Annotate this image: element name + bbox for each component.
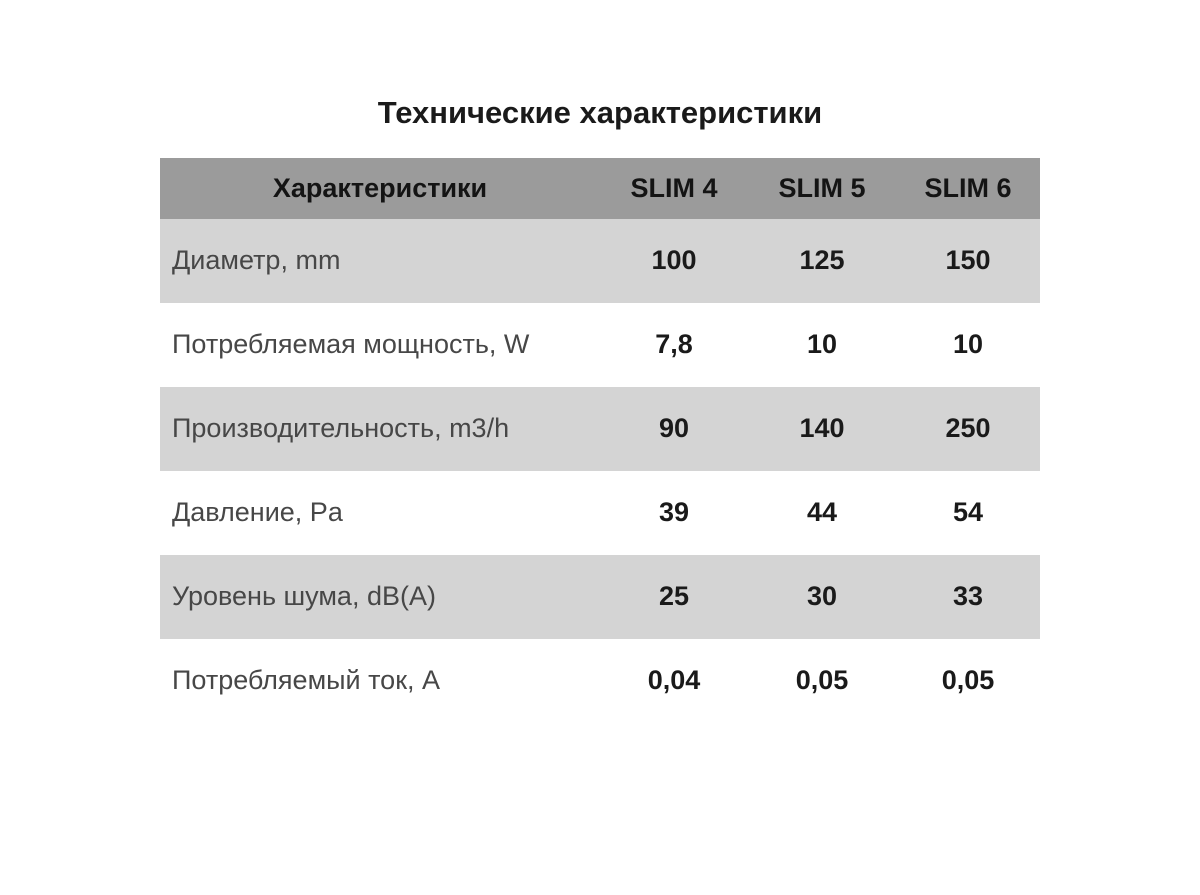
row-value-slim6: 150: [945, 245, 991, 276]
row-value-slim5: 30: [806, 581, 838, 612]
row-label: Диаметр, mm: [172, 245, 341, 276]
row-value-slim6: 0,05: [941, 665, 995, 696]
row-label: Производительность, m3/h: [172, 413, 510, 444]
row-value-slim5: 125: [799, 245, 845, 276]
column-header-slim6: SLIM 6: [924, 172, 1012, 203]
row-value-slim4: 100: [651, 245, 697, 276]
row-label: Давление, Pa: [172, 497, 343, 528]
table-header-row: [160, 158, 1040, 219]
row-value-slim6: 250: [945, 413, 991, 444]
row-value-slim4: 25: [658, 581, 690, 612]
row-value-slim4: 7,8: [655, 329, 693, 360]
table-row-capacity: [160, 387, 1040, 471]
spec-table: [160, 158, 1040, 723]
page-title: Технические характеристики: [377, 95, 823, 130]
table-row-power: [160, 303, 1040, 387]
row-value-slim5: 44: [806, 497, 838, 528]
row-value-slim4: 39: [658, 497, 690, 528]
row-value-slim6: 33: [952, 581, 984, 612]
row-value-slim5: 10: [806, 329, 838, 360]
row-label: Потребляемая мощность, W: [172, 329, 530, 360]
row-value-slim6: 54: [952, 497, 984, 528]
table-row-current: [160, 639, 1040, 723]
table-row-pressure: [160, 471, 1040, 555]
column-header-slim4: SLIM 4: [630, 172, 718, 203]
row-value-slim6: 10: [952, 329, 984, 360]
column-header-characteristics: Характеристики: [272, 172, 488, 203]
table-row-noise: [160, 555, 1040, 639]
row-label: Уровень шума, dB(A): [172, 581, 436, 612]
column-header-slim5: SLIM 5: [778, 172, 866, 203]
row-value-slim4: 0,04: [647, 665, 701, 696]
row-label: Потребляемый ток, A: [172, 665, 441, 696]
row-value-slim5: 0,05: [795, 665, 849, 696]
row-value-slim5: 140: [799, 413, 845, 444]
row-value-slim4: 90: [658, 413, 690, 444]
table-row-diameter: [160, 219, 1040, 303]
